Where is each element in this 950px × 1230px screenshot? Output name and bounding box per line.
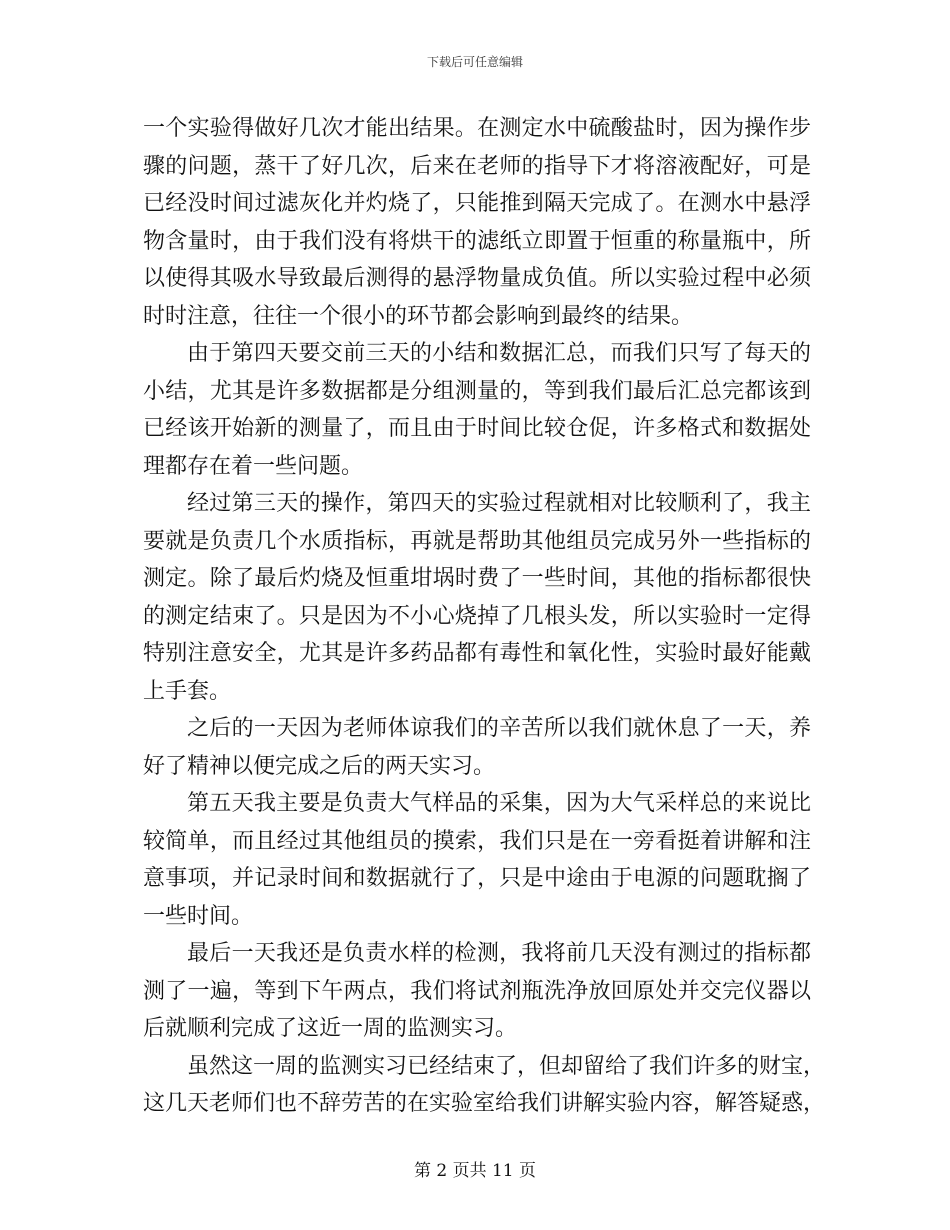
text-line: 物含量时，由于我们没有将烘干的滤纸立即置于恒重的称量瓶中，所 bbox=[143, 228, 811, 254]
document-body bbox=[143, 110, 826, 1123]
text-line: 测了一遍，等到下午两点，我们将试剂瓶洗净放回原处并交完仪器以 bbox=[143, 978, 811, 1004]
text-line: 测定。除了最后灼烧及恒重坩埚时费了一些时间，其他的指标都很快 bbox=[143, 566, 811, 591]
paragraph bbox=[143, 1048, 826, 1123]
text-line: 一个实验得做好几次才能出结果。在测定水中硫酸盐时，因为操作步 bbox=[143, 116, 811, 141]
text-line: 特别注意安全，尤其是许多药品都有毒性和氧化性，实验时最好能戴 bbox=[143, 641, 811, 666]
text-line: 已经该开始新的测量了，而且由于时间比较仓促，许多格式和数据处 bbox=[143, 416, 811, 441]
paragraph bbox=[143, 785, 811, 935]
text-line: 较简单，而且经过其他组员的摸索，我们只是在一旁看挺着讲解和注 bbox=[143, 828, 811, 854]
text-line: 虽然这一周的监测实习已经结束了，但却留给了我们许多的财宝， bbox=[187, 1053, 826, 1079]
text-line: 第五天我主要是负责大气样品的采集，因为大气采样总的来说比 bbox=[187, 791, 811, 816]
text-line: 的测定结束了。只是因为不小心烧掉了几根头发，所以实验时一定得 bbox=[143, 603, 811, 629]
text-line: 最后一天我还是负责水样的检测，我将前几天没有测过的指标都 bbox=[187, 941, 811, 966]
text-line: 之后的一天因为老师体谅我们的辛苦所以我们就休息了一天，养 bbox=[187, 716, 811, 741]
paragraph bbox=[143, 335, 811, 485]
page-footer: 第 2 页共 11 页 bbox=[413, 1161, 537, 1181]
text-line: 经过第三天的操作，第四天的实验过程就相对比较顺利了，我主 bbox=[187, 491, 811, 516]
paragraph bbox=[143, 485, 811, 710]
text-line: 要就是负责几个水质指标，再就是帮助其他组员完成另外一些指标的 bbox=[143, 528, 811, 554]
text-line: 骤的问题，蒸干了好几次，后来在老师的指导下才将溶液配好，可是 bbox=[143, 153, 811, 179]
page-header: 下载后可任意编辑 bbox=[426, 55, 523, 69]
paragraph bbox=[143, 710, 811, 785]
text-line: 理都存在着一些问题。 bbox=[143, 453, 364, 479]
text-line: 后就顺利完成了这近一周的监测实习。 bbox=[143, 1016, 518, 1041]
text-line: 好了精神以便完成之后的两天实习。 bbox=[143, 753, 496, 779]
text-line: 一些时间。 bbox=[143, 903, 254, 929]
paragraph bbox=[143, 935, 811, 1048]
paragraph bbox=[143, 110, 811, 335]
text-line: 以使得其吸水导致最后测得的悬浮物量成负值。所以实验过程中必须 bbox=[143, 266, 811, 291]
text-line: 意事项，并记录时间和数据就行了，只是中途由于电源的问题耽搁了 bbox=[143, 866, 811, 891]
text-line: 已经没时间过滤灰化并灼烧了，只能推到隔天完成了。在测水中悬浮 bbox=[143, 191, 811, 216]
text-line: 这几天老师们也不辞劳苦的在实验室给我们讲解实验内容，解答疑惑， bbox=[143, 1091, 826, 1116]
text-line: 上手套。 bbox=[143, 678, 232, 704]
text-line: 时时注意，往往一个很小的环节都会影响到最终的结果。 bbox=[143, 303, 694, 329]
text-line: 小结，尤其是许多数据都是分组测量的，等到我们最后汇总完都该到 bbox=[143, 378, 811, 404]
text-line: 由于第四天要交前三天的小结和数据汇总，而我们只写了每天的 bbox=[187, 341, 811, 366]
